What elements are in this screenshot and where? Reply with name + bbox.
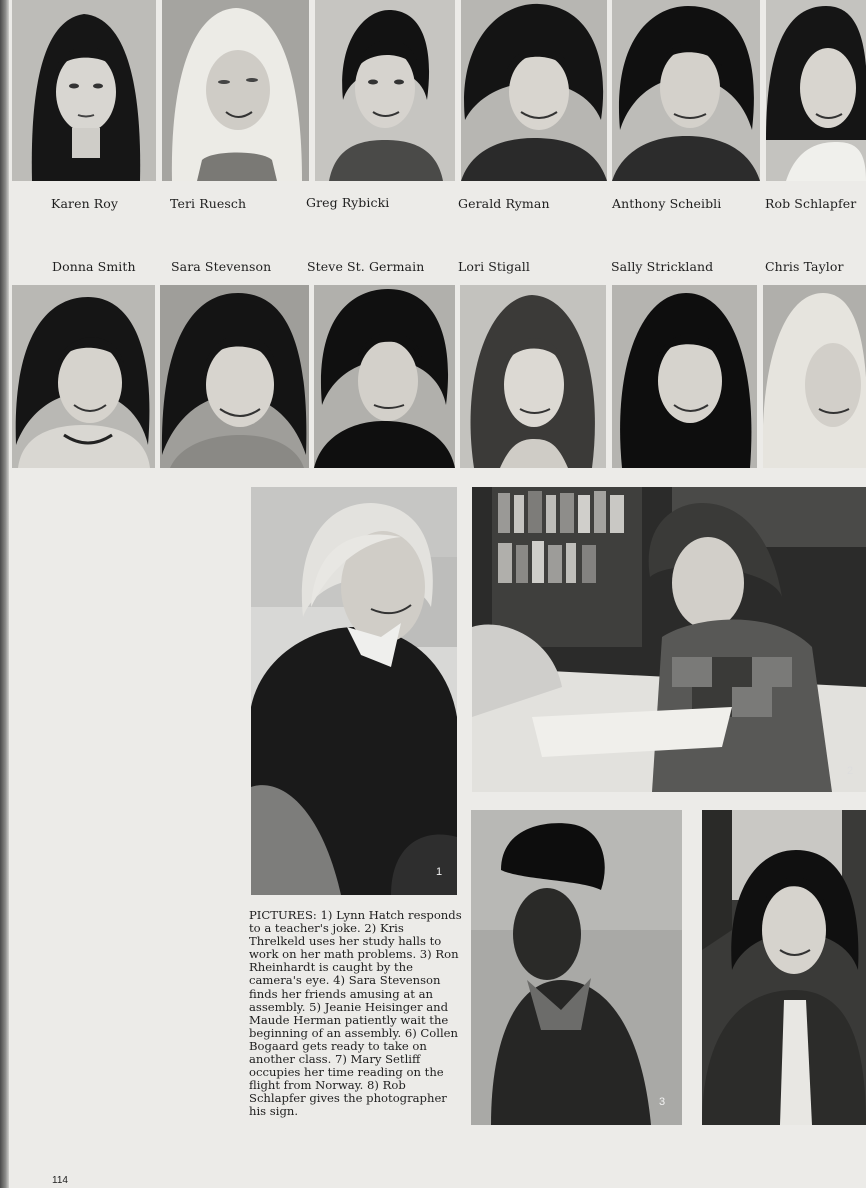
candid-photo-1 (251, 487, 457, 895)
portrait-anthony-scheibli (612, 0, 760, 181)
name-sara-stevenson: Sara Stevenson (171, 259, 272, 274)
name-karen-roy: Karen Roy (51, 196, 119, 211)
name-sally-strickland: Sally Strickland (611, 259, 714, 274)
portrait-rob-schlapfer (766, 0, 866, 181)
photo-number-2: 2 (847, 765, 854, 777)
candid-photo-4 (702, 810, 866, 1125)
portrait-chris-taylor (763, 285, 866, 468)
portrait-sally-strickland (612, 285, 757, 468)
photo-number-3: 3 (659, 1096, 666, 1108)
name-steve-st-germain: Steve St. Germain (307, 259, 425, 274)
name-donna-smith: Donna Smith (52, 259, 136, 274)
portrait-gerald-ryman (461, 0, 607, 181)
name-greg-rybicki: Greg Rybicki (306, 195, 390, 210)
name-anthony-scheibli: Anthony Scheibli (612, 196, 722, 211)
portrait-steve-st-germain (314, 285, 455, 468)
portrait-donna-smith (12, 285, 155, 468)
name-rob-schlapfer: Rob Schlapfer (765, 196, 857, 211)
candid-photo-2 (472, 487, 866, 792)
name-gerald-ryman: Gerald Ryman (458, 196, 550, 211)
portrait-greg-rybicki (315, 0, 455, 181)
candid-photo-3 (471, 810, 682, 1125)
page-number: 114 (52, 1175, 68, 1186)
name-lori-stigall: Lori Stigall (458, 259, 531, 274)
name-chris-taylor: Chris Taylor (765, 259, 844, 274)
portrait-teri-ruesch (162, 0, 309, 181)
name-teri-ruesch: Teri Ruesch (170, 196, 247, 211)
portrait-lori-stigall (460, 285, 606, 468)
portrait-karen-roy (12, 0, 156, 181)
photo-number-1: 1 (436, 866, 443, 878)
portrait-sara-stevenson (160, 285, 309, 468)
page-binding-edge (0, 0, 9, 1188)
photo-caption: PICTURES: 1) Lynn Hatch responds to a teacher's joke. 2) Kris Threlkeld uses her study halls to work on her math problems. 3) Ron Rheinhardt is caught by the camera's eye. 4) Sara Stevenson finds her friends amusing at an assembly. 5) Jeanie Heisinger and Maude Herman patiently wait the beginning of an assembly. 6) Collen Bogaard gets ready to take on another class. 7) Mary Setliff occupies her time reading on the flight from Norway. 8) Rob Schlapfer gives the photographer his sign. (249, 908, 462, 1119)
